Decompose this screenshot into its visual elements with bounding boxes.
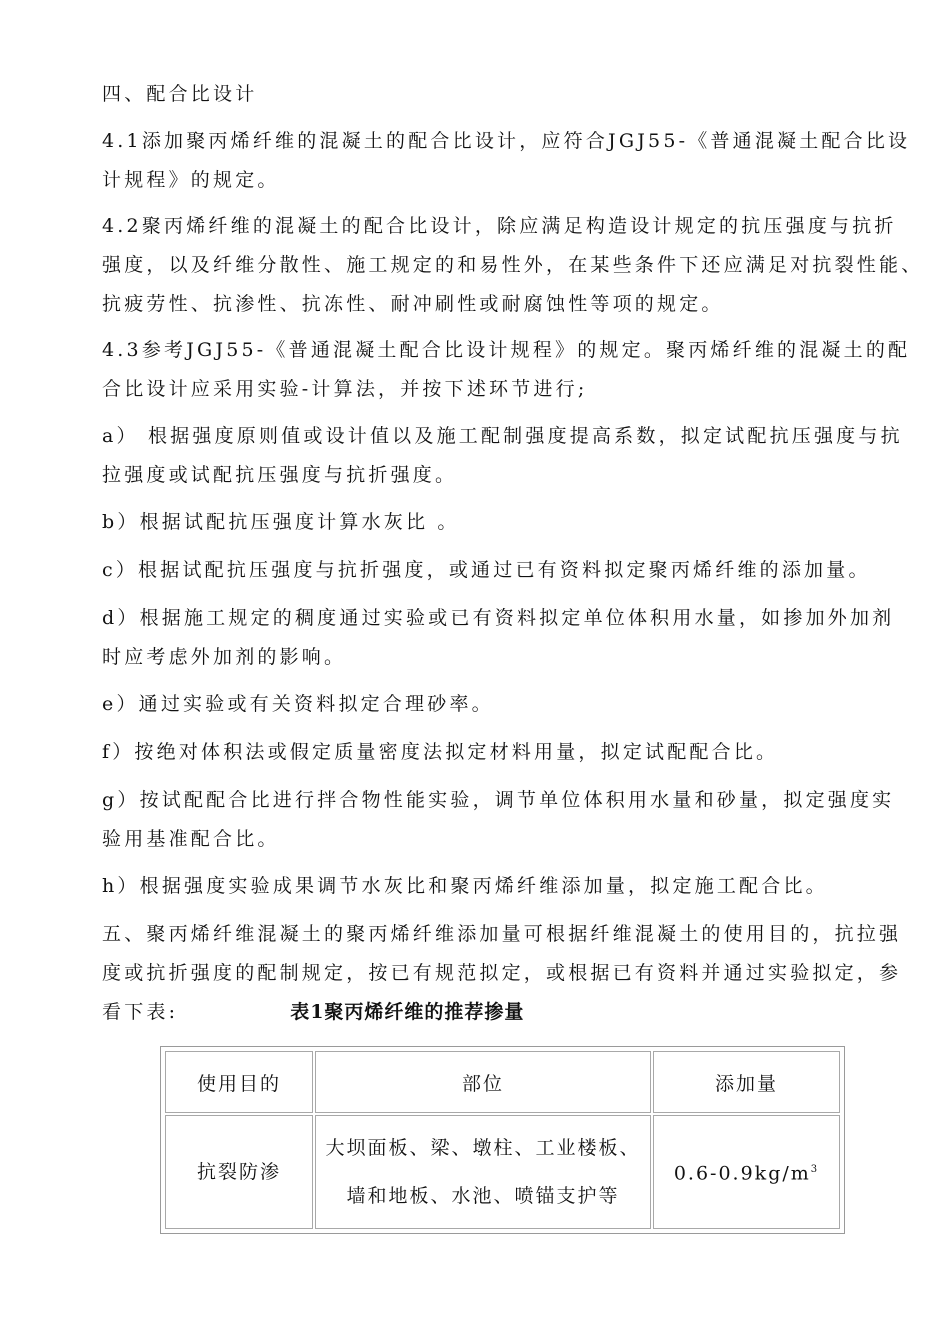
step-a: a） 根据强度原则值或设计值以及施工配制强度提高系数，拟定试配抗压强度与抗 拉强度或试配抗压强度与抗折强度。 — [102, 425, 903, 486]
step-g: g）按试配配合比进行拌合物性能实验，调节单位体积用水量和砂量，拟定强度实 验用基准配合比。 — [102, 789, 895, 850]
step-d: d）根据施工规定的稠度通过实验或已有资料拟定单位体积用水量，如掺加外加剂 时应考虑外加剂的影响。 — [102, 607, 895, 668]
amount-superscript: 3 — [810, 1164, 820, 1176]
table-title: 表1聚丙烯纤维的推荐掺量 — [290, 1001, 525, 1023]
step-f: f）按绝对体积法或假定质量密度法拟定材料用量，拟定试配配合比。 — [102, 741, 779, 763]
step-h: h）根据强度实验成果调节水灰比和聚丙烯纤维添加量，拟定施工配合比。 — [102, 875, 828, 897]
paragraph-4-2: 4.2聚丙烯纤维的混凝土的配合比设计，除应满足构造设计规定的抗压强度与抗折 强度，以及纤维分散性、施工规定的和易性外，在某些条件下还应满足对抗裂性能、 抗疲劳性、抗渗性、抗冻性、耐冲刷性或耐腐蚀性等项的规定。 — [102, 215, 924, 315]
paragraph-4-3: 4.3参考JGJ55-《普通混凝土配合比设计规程》的规定。聚丙烯纤维的混凝土的配 合比设计应采用实验-计算法，并按下述环节进行; — [102, 339, 911, 400]
location-line-1: 大坝面板、梁、墩柱、工业楼板、 — [325, 1137, 641, 1159]
cell-location — [315, 1115, 651, 1229]
step-b: b）根据试配抗压强度计算水灰比 。 — [102, 511, 460, 533]
paragraph-4-1: 4.1添加聚丙烯纤维的混凝土的配合比设计，应符合JGJ55-《普通混凝土配合比设 计规程》的规定。 — [102, 130, 911, 191]
step-c: c）根据试配抗压强度与抗折强度，或通过已有资料拟定聚丙烯纤维的添加量。 — [102, 559, 871, 581]
cell-purpose: 抗裂防渗 — [165, 1115, 313, 1229]
header-location: 部位 — [315, 1051, 651, 1113]
cell-amount — [653, 1115, 840, 1229]
header-purpose: 使用目的 — [165, 1051, 313, 1113]
see-table-text: 看下表: — [102, 1001, 179, 1023]
table-row — [165, 1115, 840, 1229]
recommended-dosage-table — [160, 1046, 845, 1234]
step-e: e）通过实验或有关资料拟定合理砂率。 — [102, 693, 494, 715]
section-5-paragraph: 五、聚丙烯纤维混凝土的聚丙烯纤维添加量可根据纤维混凝土的使用目的，抗拉强 度或抗折强度的配制规定，按已有规范拟定，或根据已有资料并通过实验拟定，参 看下表: 表1聚丙烯纤维的推荐掺量 — [102, 923, 902, 1023]
amount-value: 0.6-0.9kg/m — [673, 1162, 811, 1185]
section-heading-4: 四、配合比设计 — [102, 83, 258, 105]
location-line-2: 墙和地板、水池、喷锚支护等 — [346, 1185, 620, 1207]
header-amount: 添加量 — [653, 1051, 840, 1113]
table-header-row — [165, 1051, 840, 1113]
